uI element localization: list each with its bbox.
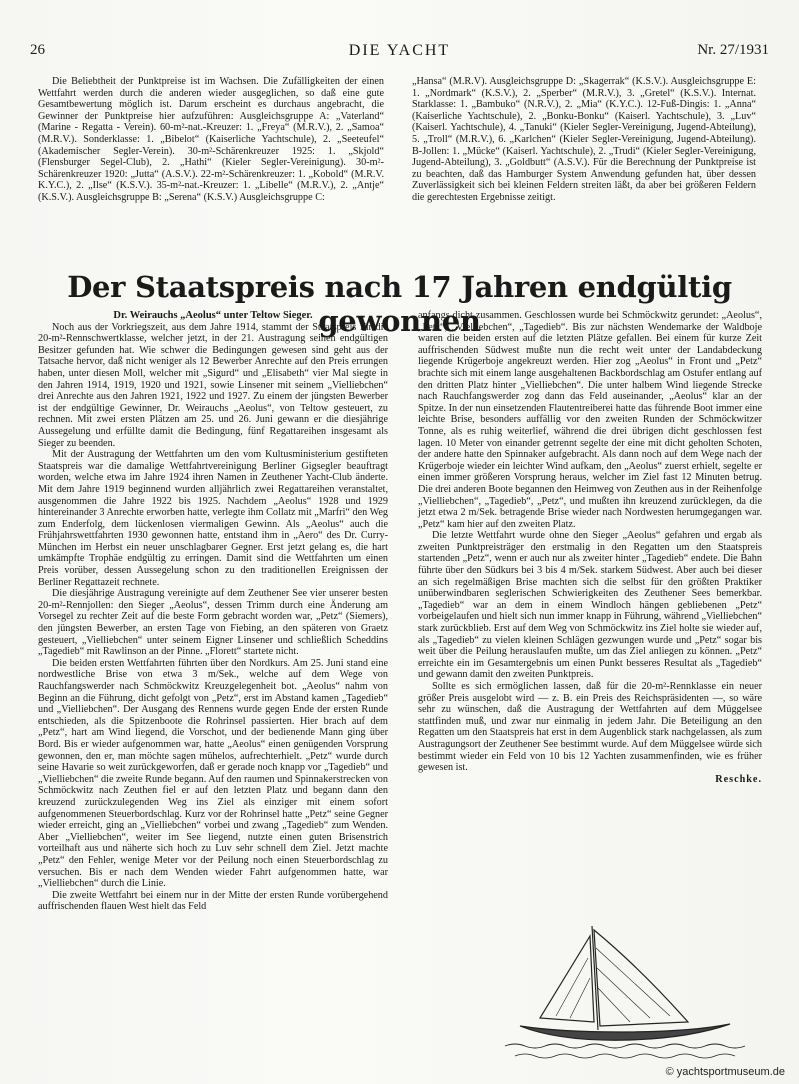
article-paragraph: Noch aus der Vorkriegszeit, aus dem Jahre 1914, stammt der Staatspreis für die 20-m²-Rennschwertklasse, welcher jetzt, in der 21. Austragung seinen endgültigen Besitzer gefunden hat. Wie schwer die Bedingungen gewesen sind geht aus der Tatsache hervor, daß nicht weniger als 12 Bewerber Anrechte auf den Preis errungen haben, unter diesen Moll, welcher mit „Sigurd“ und „Elisabeth“ vier Mal siegte in den Jahren 1914, 1919, 1920 und 1921, sowie Linsener mit seinem „Vielliebchen“ drei Anrechte aus den Jahren 1921, 1922 und 1927. Zu einem der jüngsten Bewerber ist der endgültige Gewinner, Dr. Weirauchs „Aeolus“, von Teltow gesteuert, zu rechnen. Mit zwei ersten Plätzen am 25. und 26. Juni gewann er die diesjährige Aussegelung und erfüllte damit die Bedingung, fünf Regattareihen insgesamt als Sieger zu beenden.	[38, 321, 388, 449]
points-prize-text-right: „Hansa“ (M.R.V). Ausgleichsgruppe D: „Skagerrak“ (K.S.V.). Ausgleichsgruppe E: 1. „Nordmark“ (K.S.V.), 2. „Sperber“ (M.R.V.), 3. „Gretel“ (K.S.V.). Internat. Starklasse: 1. „Bambuko“ (N.R.V.), 2. „Mia“ (K.Y.C.). 12-Fuß-Dingis: 1. „Anna“ (Kaiserliche Yachtschule), 2. „Bonku-Bonku“ (Kaiserl. Yachtschule), 3. „Luv“ (Kaiserl. Yachtschule), 4. „Tanuki“ (Kieler Segler-Vereinigung, Jugend-Abteilung), 5. „Troll“ (M.R.V.), 6. „Karlchen“ (Kieler Segler-Vereinigung, Jugend-Abteilung). B-Jollen: 1. „Mücke“ (Kaiserl. Yachtschule), 2. „Trudi“ (Kieler Segler-Vereinigung, Jugend-Abteilung), 3. „Goldbutt“ (A.S.V.). Für die Berechnung der Punktpreise ist zu beachten, daß das Hamburger System Anwendung gefunden hat, über dessen Zuverlässigkeit sich bei kleinen Feldern streiten läßt, da aber bei größeren Feldern die gerechtesten Ergebnisse zeitigt.	[412, 76, 756, 203]
article-column-left	[38, 310, 388, 913]
page-header	[30, 42, 769, 64]
article-paragraph: anfangs dicht zusammen. Geschlossen wurde bei Schmöckwitz gerundet: „Aeolus“, „Petz“, „Vielliebchen“, „Tagedieb“. Bis zur nächsten Wendemarke der Waldboje waren die beiden ersten auf die letzten Plätze gefallen. Bei einem für kurze Zeit auffrischenden Südwest mußte nun die recht weit unter der Landabdeckung liegende Krügerboje angekreuzt werden. Hier zog „Aeolus“ in Front und „Petz“ brachte sich mit einem lange ausgehaltenen Backbordschlag am Ostufer entlang auf den dritten Platz hinter „Vielliebchen“. Die unter halbem Wind liegende Strecke nach Rauchfangswerder zog dann das Feld auseinander, „Aeolus“ klar an der Spitze. In der nun einsetzenden Flautentreiberei hatte das führende Boot immer eine leichte Brise, besonders auffällig vor den zweiten Runden der Schmöckwitzer Tonne, als es ruhig weiterlief, während die drei übrigen dicht geschlossen fest lagen. 10 Meter von einander getrennt segelte der eine mit dicht geholten Schoten, der andere hatte den Spinnaker aufgebracht. Als dann noch auf dem Wege nach der Krügerboje wieder ein leichter Wind aufkam, den „Aeolus“ zuerst erhielt, segelte er einen immer größeren Vorsprung heraus, welcher im Ziel fast 12 Minuten betrug. Die drei anderen Boote begannen den Heimweg von Zeuthen aus in der Reihenfolge „Vielliebchen“, „Tagedieb“, „Petz“, und mußten ihn kreuzend zurücklegen, da die jetzt etwa 2 m/Sek. betragende Brise wieder nach Nordwesten herumgegangen war. „Petz“ kam hier auf den zweiten Platz.	[418, 310, 762, 530]
article-byline: Dr. Weirauchs „Aeolus“ unter Teltow Sieger.	[113, 310, 313, 321]
hull	[520, 1024, 730, 1040]
jib	[540, 936, 594, 1022]
page-number: 26	[30, 42, 45, 58]
article-paragraph: Sollte es sich ermöglichen lassen, daß für die 20-m²-Rennklasse ein neuer größer Preis ausgelobt wird — z. B. ein Preis des Reichspräsidenten —, so wäre sehr zu wünschen, daß die Austragung der Wettfahrten auf dem Müggelsee stattfinden muß, und zwar nur einmalig in jedem Jahr. Die Beteiligung an den Regatten um den Staatspreis hat erst in dem Augenblick stark nachgelassen, als zum Austragungsort der Zeuthener See bestimmt wurde. Auf dem Müggelsee würde sich bestimmt wieder ein Feld von 10 bis 12 Yachten zusammenfinden, wie es früher gewesen ist.	[418, 681, 762, 774]
watermark: © yachtsportmuseum.de	[665, 1066, 785, 1078]
points-prize-column-right	[412, 76, 756, 204]
sailboat-illustration	[500, 918, 750, 1068]
magazine-title: DIE YACHT	[348, 42, 451, 59]
article-paragraph: Die letzte Wettfahrt wurde ohne den Sieger „Aeolus“ gefahren und ergab als zweiten Punktpreisträger den erstmalig in den Regatten um den Staatspreis startenden „Petz“, wenn er auch nur als zweiter hinter „Tagedieb“ endete. Die Bahn führte über den Südkurs bei 3 bis 4 m/Sek. starkem Südwest. Aber auch bei dieser an sich regelmäßigen Brise machten sich die selbst für den größten Praktiker unüberwindbaren seglerischen Schwierigkeiten des Zeuthener Sees bemerkbar. „Tagedieb“ war an dem in einem Windloch hängen gebliebenen „Petz“ vorbeigelaufen und hielt sich nun immer knapp in Führung, während „Vielliebchen“ stark zurückblieb. Erst auf dem Weg von Schmöckwitz ins Ziel holte sie wieder auf, als „Tagedieb“ zu vielen kleinen Schlägen gezwungen wurde und „Petz“ sogar bis weit über die Peilung herauslaufen mußte, um das Ziel anliegen zu können. „Petz“ erreichte ein im Gesamtergebnis um einen Punkt besseres Resultat als „Tagedieb“ und gewann damit den zweiten Punktpreis.	[418, 530, 762, 681]
article-signature: Reschke.	[715, 773, 762, 785]
article-paragraph: Die beiden ersten Wettfahrten führten über den Nordkurs. Am 25. Juni stand eine nordwestliche Brise von etwa 3 m/Sek., welche auf dem Wege von Rauchfangswerder nach Schmöckwitz Kreuzgelegenheit bot. „Aeolus“ nahm von Beginn an die Führung, dicht gefolgt von „Petz“, erst im Abstand kamen „Tagedieb“ und „Vielliebchen“. Der Ausgang des Rennens wurde gegen Ende der ersten Runde entschieden, als die Spitzenboote die Rohrinsel passierten. Hier brach auf dem „Petz“, hart am Wind liegend, die Vorschot, und der bedienende Mann ging über Bord. Bis er wieder aufgenommen war, hatte „Aeolus“ einen genügenden Vorsprung gewonnen, den er, man möchte sagen mühelos, aufrechterhielt. „Petz“ wurde durch seine Havarie so weit zurückgeworfen, daß er gerade noch knapp vor „Tagedieb“ und „Vielliebchen“ die zweite Runde begann. Auf den raumen und Spinnakerstrecken von Schmöckwitz nach Zeuthen fiel er auf den letzten Platz und begann dann den kreuzend zurückzulegenden Weg ins Ziel als einziger mit einem sofort aufgenommenen Steuerbordschlag. Kurz vor der Rohrinsel hatte „Petz“ seine Gegner wieder erreicht, ging an „Vielliebchen“ vorbei und zwang „Tagedieb“ zum Wenden. Aber „Vielliebchen“, weiter im See liegend, nutzte einen guten Brisenstrich vorteilhaft aus und näherte sich hoch zu Luv sehr schnell dem Ziel. Jetzt machte „Petz“ den Fehler, wenige Meter vor der Peilung noch einen Steuerbordschlag zu versuchen. Bis er nach dem Wenden wieder Fahrt aufgenommen hatte, war „Vielliebchen“ durch die Linie.	[38, 657, 388, 890]
article-paragraph: Mit der Austragung der Wettfahrten um den vom Kultusministerium gestifteten Staatspreis war die damalige Wettfahrtvereinigung Berliner Gigsegler beauftragt worden, welche etwa im Jahre 1924 ihren Namen in Zeuthener Yacht-Club änderte. Mit dem Jahre 1919 beginnend wurden alljährlich zwei Regattareihen veranstaltet, ausgenommen die Jahre 1922 bis 1925. Nachdem „Aeolus“ 1928 und 1929 hintereinander 3 Anrechte erworben hatte, verlegte ihm Collatz mit „Marfri“ den Weg zum Enderfolg, dem lückenlosen viermaligen Gewinn. Als „Aeolus“ auch die Frühjahrswettfahrten 1930 gewonnen hatte, entstand ihm in „Aero“ des Dr. Curry-München im Herbst ein neuer unschlagbarer Gegner. Erst jetzt gelang es, die hart umkämpfte Trophäe endgültig zu erringen. Damit sind die Wettfahrten um einen Preis vorüber, dessen Aussegelung schon zu den traditionellen Ereignissen der Berliner Regattazeit rechnete.	[38, 449, 388, 588]
points-prize-text-left: Die Beliebtheit der Punktpreise ist im Wachsen. Die Zufälligkeiten der einen Wettfahrt werden durch die anderen wieder ausgeglichen, so daß eine gute Gesamtbewertung möglich ist. Darum erscheint es durchaus angebracht, die Gewinner der Punktpreise hier aufzuführen: Ausgleichsgruppe A: „Vaterland“ (Marine - Regatta - Verein). 60-m²-nat.-Kreuzer: 1. „Freya“ (M.R.V.), 2. „Samoa“ (M.R.V.). Sonderklasse: 1. „Bibelot“ (Kaiserliche Yachtschule), 2. „Seeteufel“ (Akademischer Segler-Verein). 30-m²-Schärenkreuzer 1925: 1. „Skjold“ (Flensburger Segel-Club), 2. „Hathi“ (Kieler Segler-Vereinigung). 30-m²-Schärenkreuzer 1920: „Jutta“ (A.S.V.). 22-m²-Schärenkreuzer: 1. „Kobold“ (M.R.V. K.Y.C.), 2. „Ilse“ (K.S.V.). 35-m²-nat.-Kreuzer: 1. „Libelle“ (M.R.V.), 2. „Antje“ (K.S.V.). Ausgleichsgruppe B: „Serena“ (K.S.V.) Ausgleichsgruppe C:	[38, 76, 384, 203]
mainsail	[594, 930, 688, 1026]
article-column-right	[418, 310, 762, 785]
issue-number: Nr. 27/1931	[697, 42, 769, 58]
points-prize-column-left	[38, 76, 384, 204]
article-headline: Der Staatspreis nach 17 Jahren endgültig gewonnen	[67, 270, 732, 338]
article-paragraph: Die zweite Wettfahrt bei einem nur in der Mitte der ersten Runde vorübergehend auffrischenden flauen West hielt das Feld	[38, 889, 388, 913]
article-paragraph: Die diesjährige Austragung vereinigte auf dem Zeuthener See vier unserer besten 20-m²-Rennjollen: den Sieger „Aeolus“, dessen Trimm durch eine Änderung am Vorsegel zu rechter Zeit auf die beste Form gebracht worden war, „Petz“ (Siemers), den jüngsten Bewerber, an ersten Tage von Fiebing, an den späteren von Graetz gesteuert, „Vielliebchen“ unter seinem Eigner Linsener und schließlich Scheddins „Tagedieb“ mit Rawlinson an der Pinne. „Florett“ startete nicht.	[38, 588, 388, 658]
